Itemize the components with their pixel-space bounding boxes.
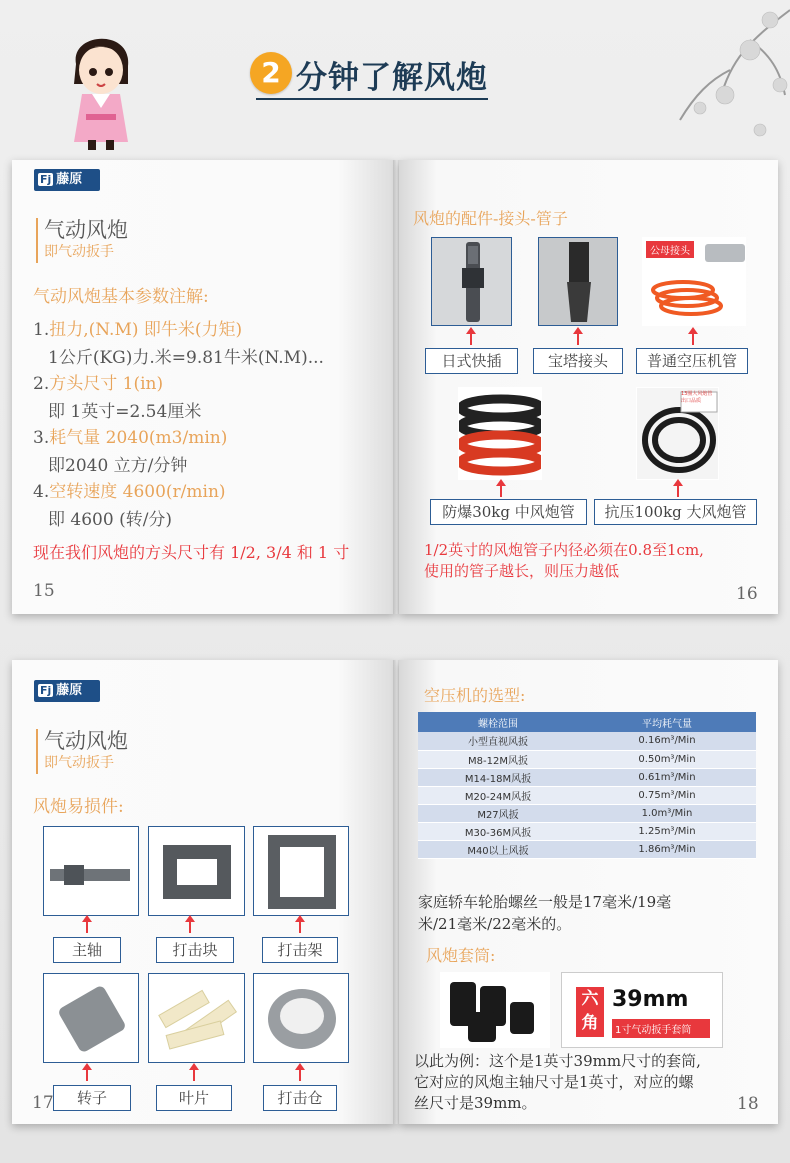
table-row: M8-12M风扳 0.50m³/Min	[418, 750, 756, 768]
socket-size-value: 39mm	[612, 987, 689, 1012]
caption-rotor: 转子	[53, 1085, 131, 1111]
param-line: 1公斤(KG)力.米=9.81牛米(N.M)...	[48, 348, 324, 368]
medium-hose-photo	[458, 387, 542, 480]
pointer-arrow	[86, 921, 88, 933]
fittings-heading: 风炮的配件-接头-管子	[413, 209, 568, 228]
size-note: 现在我们风炮的方头尺寸有 1/2, 3/4 和 1 寸	[33, 543, 350, 562]
param-line: 2.方头尺寸 1(in)	[33, 374, 164, 394]
caption-japanese-coupler: 日式快插	[425, 348, 518, 374]
table-row: M30-36M风扳 1.25m³/Min	[418, 822, 756, 840]
hammer-frame-photo	[253, 826, 349, 916]
title-accent-bar	[36, 729, 38, 774]
table-row: M40以上风扳 1.86m³/Min	[418, 840, 756, 858]
brand-logo: Fj 藤原	[34, 169, 100, 191]
hammer-block-photo	[148, 826, 245, 916]
param-line: 3.耗气量 2040(m3/min)	[33, 428, 228, 448]
table-header: 螺栓范围	[418, 712, 578, 732]
table-row: M14-18M风扳 0.61m³/Min	[418, 768, 756, 786]
param-line: 即2040 立方/分钟	[48, 456, 188, 476]
page-number: 17	[32, 1093, 54, 1113]
page-title: 分钟了解风炮	[296, 60, 488, 96]
param-line: 即 4600 (转/分)	[48, 510, 173, 530]
pointer-arrow	[86, 1069, 88, 1081]
barb-fitting-photo	[538, 237, 618, 326]
caption-hammer-frame: 打击架	[262, 937, 338, 963]
vane-photo	[148, 973, 245, 1063]
caption-spindle: 主轴	[53, 937, 121, 963]
pointer-arrow	[299, 1069, 301, 1081]
cartoon-girl-illustration	[62, 22, 140, 154]
section-subtitle: 即气动扳手	[44, 755, 114, 771]
table-header: 平均耗气量	[578, 712, 756, 732]
hose-label-tag: 13圈大风炮管 出口品质	[681, 391, 713, 404]
section-title: 气动风炮	[44, 218, 128, 242]
socket-example-paragraph: 以此为例：这个是1英寸39mm尺寸的套筒, 它对应的风炮主轴尺寸是1英寸，对应的螺 丝尺寸是39mm。	[414, 1052, 701, 1112]
caption-heavy-hose: 抗压100kg 大风炮管	[594, 499, 757, 525]
caption-barb-fitting: 宝塔接头	[533, 348, 623, 374]
section-title: 气动风炮	[44, 729, 128, 753]
caption-hammer-case: 打击仓	[263, 1085, 337, 1111]
page-number: 18	[737, 1094, 759, 1114]
table-row: 小型直视风扳 0.16m³/Min	[418, 732, 756, 750]
air-consumption-table	[418, 712, 756, 859]
table-row: M20-24M风扳 0.75m³/Min	[418, 786, 756, 804]
hex-label: 六 角	[576, 987, 604, 1037]
tire-bolt-paragraph: 家庭轿车轮胎螺丝一般是17毫米/19毫 米/21毫米/22毫米的。	[418, 893, 672, 933]
pointer-arrow	[692, 333, 694, 345]
title-accent-bar	[36, 218, 38, 263]
hose-note: 1/2英寸的风炮管子内径必须在0.8至1cm, 使用的管子越长，则压力越低	[424, 541, 704, 580]
page-number: 16	[736, 584, 758, 604]
brand-logo: Fj 藤原	[34, 680, 100, 702]
param-line: 4.空转速度 4600(r/min)	[33, 482, 226, 502]
pointer-arrow	[470, 333, 472, 345]
japanese-coupler-photo	[431, 237, 512, 326]
coupler-badge: 公母接头	[646, 241, 694, 258]
section-subtitle: 即气动扳手	[44, 244, 114, 260]
caption-vane: 叶片	[156, 1085, 232, 1111]
pointer-arrow	[500, 485, 502, 497]
params-heading: 气动风炮基本参数注解:	[33, 287, 209, 307]
pointer-arrow	[193, 1069, 195, 1081]
socket-caption: 1寸气动扳手套筒	[612, 1019, 710, 1038]
page-number: 15	[33, 581, 55, 601]
hammer-case-photo	[253, 973, 349, 1063]
caption-air-hose: 普通空压机管	[636, 348, 748, 374]
caption-medium-hose: 防爆30kg 中风炮管	[430, 499, 587, 525]
header-number-badge: 2	[250, 52, 292, 94]
socket-heading: 风炮套筒:	[426, 946, 496, 965]
caption-hammer-block: 打击块	[156, 937, 234, 963]
pointer-arrow	[677, 485, 679, 497]
compressor-heading: 空压机的选型:	[424, 686, 526, 705]
title-underline	[256, 98, 488, 100]
param-line: 即 1英寸=2.54厘米	[48, 402, 202, 422]
rotor-photo	[43, 973, 139, 1063]
sockets-photo	[440, 972, 550, 1048]
pointer-arrow	[189, 921, 191, 933]
socket-size-badge	[561, 972, 723, 1048]
table-row: M27风扳 1.0m³/Min	[418, 804, 756, 822]
spindle-photo	[43, 826, 139, 916]
wear-parts-heading: 风炮易损件:	[33, 797, 124, 817]
pointer-arrow	[577, 333, 579, 345]
pointer-arrow	[299, 921, 301, 933]
param-line: 1.扭力,(N.M) 即牛米(力矩)	[33, 320, 243, 340]
